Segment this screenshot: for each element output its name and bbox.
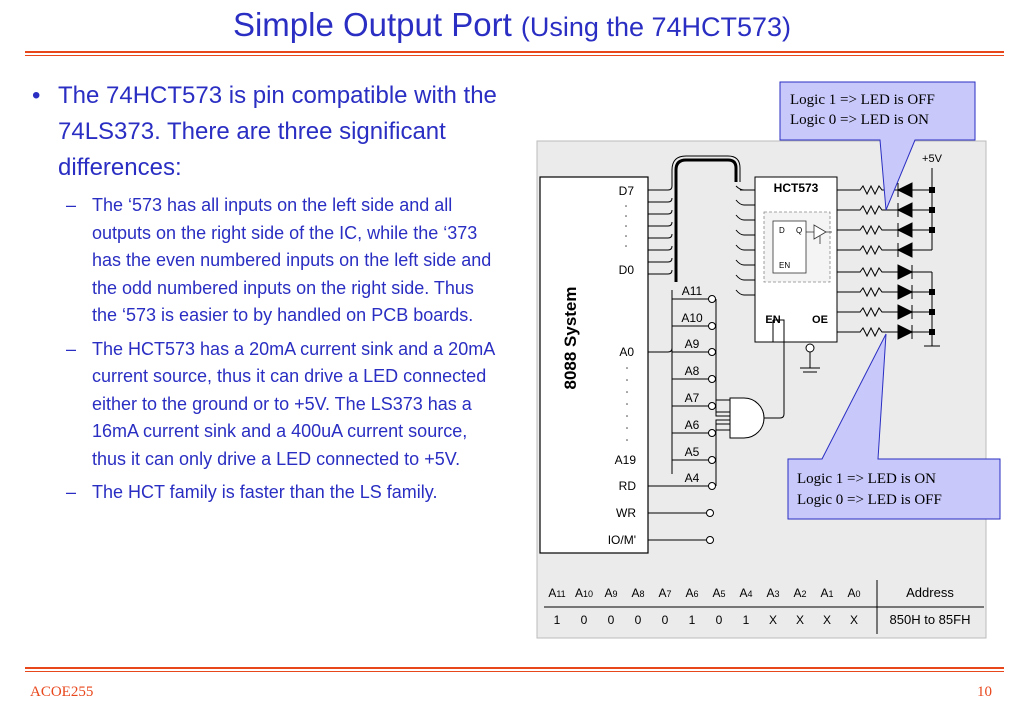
footer-divider-thin [25,671,1004,672]
table-header-cell: A1 [820,586,834,600]
table-header-cell: A9 [604,586,618,600]
table-cell: 1 [553,613,561,627]
table-cell: 0 [580,613,588,627]
pin-wr: WR [616,506,636,520]
table-cell: X [768,613,778,627]
table-cell: 0 [715,613,723,627]
main-bullet: • The 74HCT573 is pin compatible with the 74LS373. There are three significant differences: [30,78,500,186]
table-header-cell: A5 [712,586,726,600]
table-cell: 0 [634,613,642,627]
title-sub: (Using the 74HCT573) [520,12,792,42]
addr-a4: A4 [684,471,700,485]
en-pin: EN [765,314,781,326]
slide-number: 10 [977,684,992,700]
addr-a7: A7 [684,391,700,405]
title-main: Simple Output Port [232,6,512,43]
nand-gate [730,398,764,438]
pin-d7: D7 [618,184,634,198]
table-header-cell: A2 [793,586,807,600]
table-cell: 1 [742,613,750,627]
callout-top-line: Logic 1 => LED is OFF [790,92,935,108]
pin-d0: D0 [618,263,634,277]
table-cell: 1 [688,613,696,627]
pin-iom: IO/M' [607,533,636,547]
pin-a19: A19 [614,453,636,467]
table-cell: X [849,613,859,627]
footer-divider [25,667,1004,669]
system-box [540,177,648,553]
callout-top-line: Logic 0 => LED is ON [790,112,929,128]
addr-a11: A11 [681,284,703,298]
callout-bottom-line: Logic 1 => LED is ON [797,471,936,487]
addr-a8: A8 [684,364,700,378]
table-header-cell: A7 [658,586,672,600]
table-cell: X [795,613,805,627]
svg-text:EN: EN [779,261,791,270]
course-code: ACOE255 [30,684,94,700]
system-label: 8088 System [561,286,580,390]
callout-bottom-line: Logic 0 => LED is OFF [797,492,942,508]
pin-a0: A0 [619,345,634,359]
addr-a5: A5 [684,445,700,459]
pin-rd: RD [618,479,636,493]
sub-bullet: – The HCT573 has a 20mA current sink and a 20mA current source, thus it can drive a LED connected either to the ground or to +5V. The LS373 has a 16mA current sink and a 400uA current source, thus it can only drive a LED connected to +5V. [62,336,500,474]
addr-a9: A9 [684,337,700,351]
table-address-value: 850H to 85FH [889,612,971,627]
table-header-cell: A10 [574,586,594,600]
supply-label: +5V [922,153,942,165]
svg-text:D: D [779,226,785,235]
addr-a6: A6 [684,418,700,432]
table-header-cell: A4 [739,586,753,600]
table-cell: 0 [661,613,669,627]
table-header-cell: A8 [631,586,645,600]
table-header-cell: A0 [847,586,861,600]
table-address-header: Address [906,585,954,600]
oe-pin: OE [812,314,828,326]
svg-text:Q: Q [796,226,803,235]
sub-bullet: – The HCT family is faster than the LS family. [62,479,500,507]
table-cell: X [822,613,832,627]
addr-a10: A10 [681,311,703,325]
table-header-cell: A11 [548,586,566,600]
sub-bullet: – The ‘573 has all inputs on the left side and all outputs on the right side of the IC, while the ‘373 has the even numbered inputs on the left side and the odd numbered inputs on the right side. Thus the ‘573 is easier to by handled on PCB boards. [62,192,500,330]
chip-label: HCT573 [773,181,819,195]
table-header-cell: A3 [766,586,780,600]
table-cell: 0 [607,613,615,627]
table-header-cell: A6 [685,586,699,600]
